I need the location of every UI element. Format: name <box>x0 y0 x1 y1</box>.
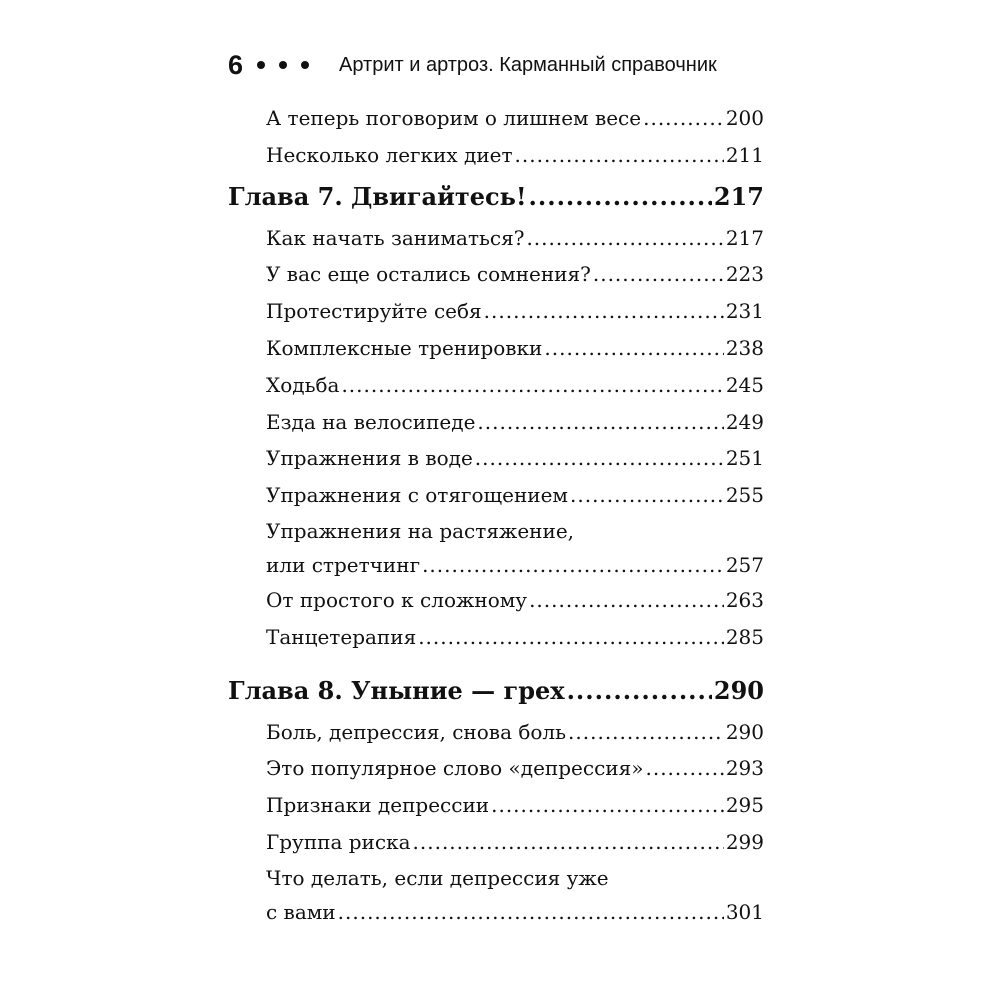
chapter-page: 290 <box>713 675 764 705</box>
toc-entry[interactable] <box>266 293 764 330</box>
toc-entry-title: У вас еще остались сомнения? <box>266 262 591 287</box>
toc-entry-page: 257 <box>725 552 764 577</box>
bullet-dot-icon <box>279 61 287 69</box>
toc-entry-page: 295 <box>725 793 764 818</box>
toc-entry-page: 231 <box>725 299 764 324</box>
book-title: Артрит и артроз. Карманный справочник <box>339 53 717 76</box>
dot-leader <box>645 750 723 787</box>
toc-entry-title: Упражнения в воде <box>266 446 473 471</box>
toc-entry-page: 263 <box>725 587 764 612</box>
chapter-8 <box>228 668 764 929</box>
dot-leader <box>484 293 724 330</box>
toc-entry[interactable] <box>266 404 764 441</box>
toc-entry-title: Упражнения с отягощением <box>266 483 568 508</box>
dot-leader <box>418 619 724 656</box>
toc-entry[interactable] <box>266 100 764 137</box>
chapter-7 <box>228 174 764 656</box>
toc-entry-page: 285 <box>725 624 764 649</box>
toc-entry-page: 299 <box>725 829 764 854</box>
toc-entry-page: 223 <box>725 262 764 287</box>
dot-leader <box>593 256 724 293</box>
toc-entry-title: Комплексные тренировки <box>266 335 543 360</box>
toc-entry[interactable] <box>266 619 764 656</box>
toc-entry-page: 251 <box>725 446 764 471</box>
toc-entry-title: Несколько легких диет <box>266 142 513 167</box>
dot-leader <box>567 668 712 714</box>
toc-entry-title: От простого к сложному <box>266 587 528 612</box>
toc-entry-page: 255 <box>725 483 764 508</box>
toc-entry-page: 211 <box>725 142 764 167</box>
dot-leader <box>529 582 724 619</box>
toc-entry-page: 200 <box>725 106 764 130</box>
toc-entry-title: Ходьба <box>266 372 340 397</box>
dot-leader <box>338 895 724 929</box>
toc-entry[interactable] <box>266 787 764 824</box>
toc-entry-page: 293 <box>725 756 764 781</box>
toc-entry-multiline[interactable] <box>266 514 764 582</box>
toc-entry-page: 249 <box>725 409 764 434</box>
toc-entry-title: Танцетерапия <box>266 624 417 649</box>
dot-leader <box>568 714 724 751</box>
toc-entry-title: А теперь поговорим о лишнем весе <box>266 106 642 130</box>
toc-entry[interactable] <box>266 220 764 257</box>
chapter-title: Глава 8. Уныние — грех <box>228 675 565 705</box>
toc-chapter-heading[interactable] <box>228 174 764 220</box>
toc-entry-title-line2: с вами <box>266 899 336 924</box>
toc-entry-line2 <box>266 895 764 929</box>
dot-leader <box>422 548 724 582</box>
toc-entry[interactable] <box>266 824 764 861</box>
toc-entry[interactable] <box>266 582 764 619</box>
bullet-dots <box>257 61 323 69</box>
dot-leader <box>570 477 724 514</box>
toc-entry-page: 245 <box>725 372 764 397</box>
toc-chapter-heading[interactable] <box>228 668 764 714</box>
toc-entry-title: Как начать заниматься? <box>266 225 525 250</box>
toc-entry-title-line1: Что делать, если депрессия уже <box>266 865 609 890</box>
toc-entry[interactable] <box>266 256 764 293</box>
bullet-dot-icon <box>301 61 309 69</box>
toc-entry-title: Это популярное слово «депрессия» <box>266 756 644 781</box>
toc-entry[interactable] <box>266 714 764 751</box>
chapter-page: 217 <box>713 181 764 211</box>
toc-entry[interactable] <box>266 137 764 174</box>
toc-entry[interactable] <box>266 440 764 477</box>
bullet-dot-icon <box>257 61 265 69</box>
table-of-contents <box>228 100 764 929</box>
toc-entry-title-line1: Упражнения на растяжение, <box>266 518 575 543</box>
dot-leader <box>515 137 724 174</box>
dot-leader <box>529 174 712 220</box>
chapter-title: Глава 7. Двигайтесь! <box>228 181 527 211</box>
running-head <box>228 48 717 82</box>
toc-entry[interactable] <box>266 750 764 787</box>
dot-leader <box>643 100 724 137</box>
dot-leader <box>491 787 724 824</box>
dot-leader <box>526 220 723 257</box>
dot-leader <box>341 367 723 404</box>
toc-entry-multiline[interactable] <box>266 861 764 929</box>
toc-entry-page: 301 <box>725 899 764 924</box>
toc-entry-line2 <box>266 548 764 582</box>
toc-entry-title: Протестируйте себя <box>266 299 482 324</box>
toc-entry-page: 217 <box>725 225 764 250</box>
toc-entry-title: Признаки депрессии <box>266 793 490 818</box>
dot-leader <box>544 330 723 367</box>
toc-entry-page: 290 <box>725 719 764 744</box>
toc-entry-title: Боль, депрессия, снова боль <box>266 719 567 744</box>
spacer <box>228 656 764 668</box>
toc-entry-title-line2: или стретчинг <box>266 552 421 577</box>
toc-entry-title: Езда на велосипеде <box>266 409 476 434</box>
toc-entry[interactable] <box>266 330 764 367</box>
dot-leader <box>475 440 724 477</box>
toc-entry[interactable] <box>266 477 764 514</box>
dot-leader <box>413 824 724 861</box>
page-number: 6 <box>228 49 244 80</box>
dot-leader <box>477 404 723 441</box>
toc-entry-page: 238 <box>725 335 764 360</box>
toc-entry-title: Группа риска <box>266 829 411 854</box>
toc-entry[interactable] <box>266 367 764 404</box>
